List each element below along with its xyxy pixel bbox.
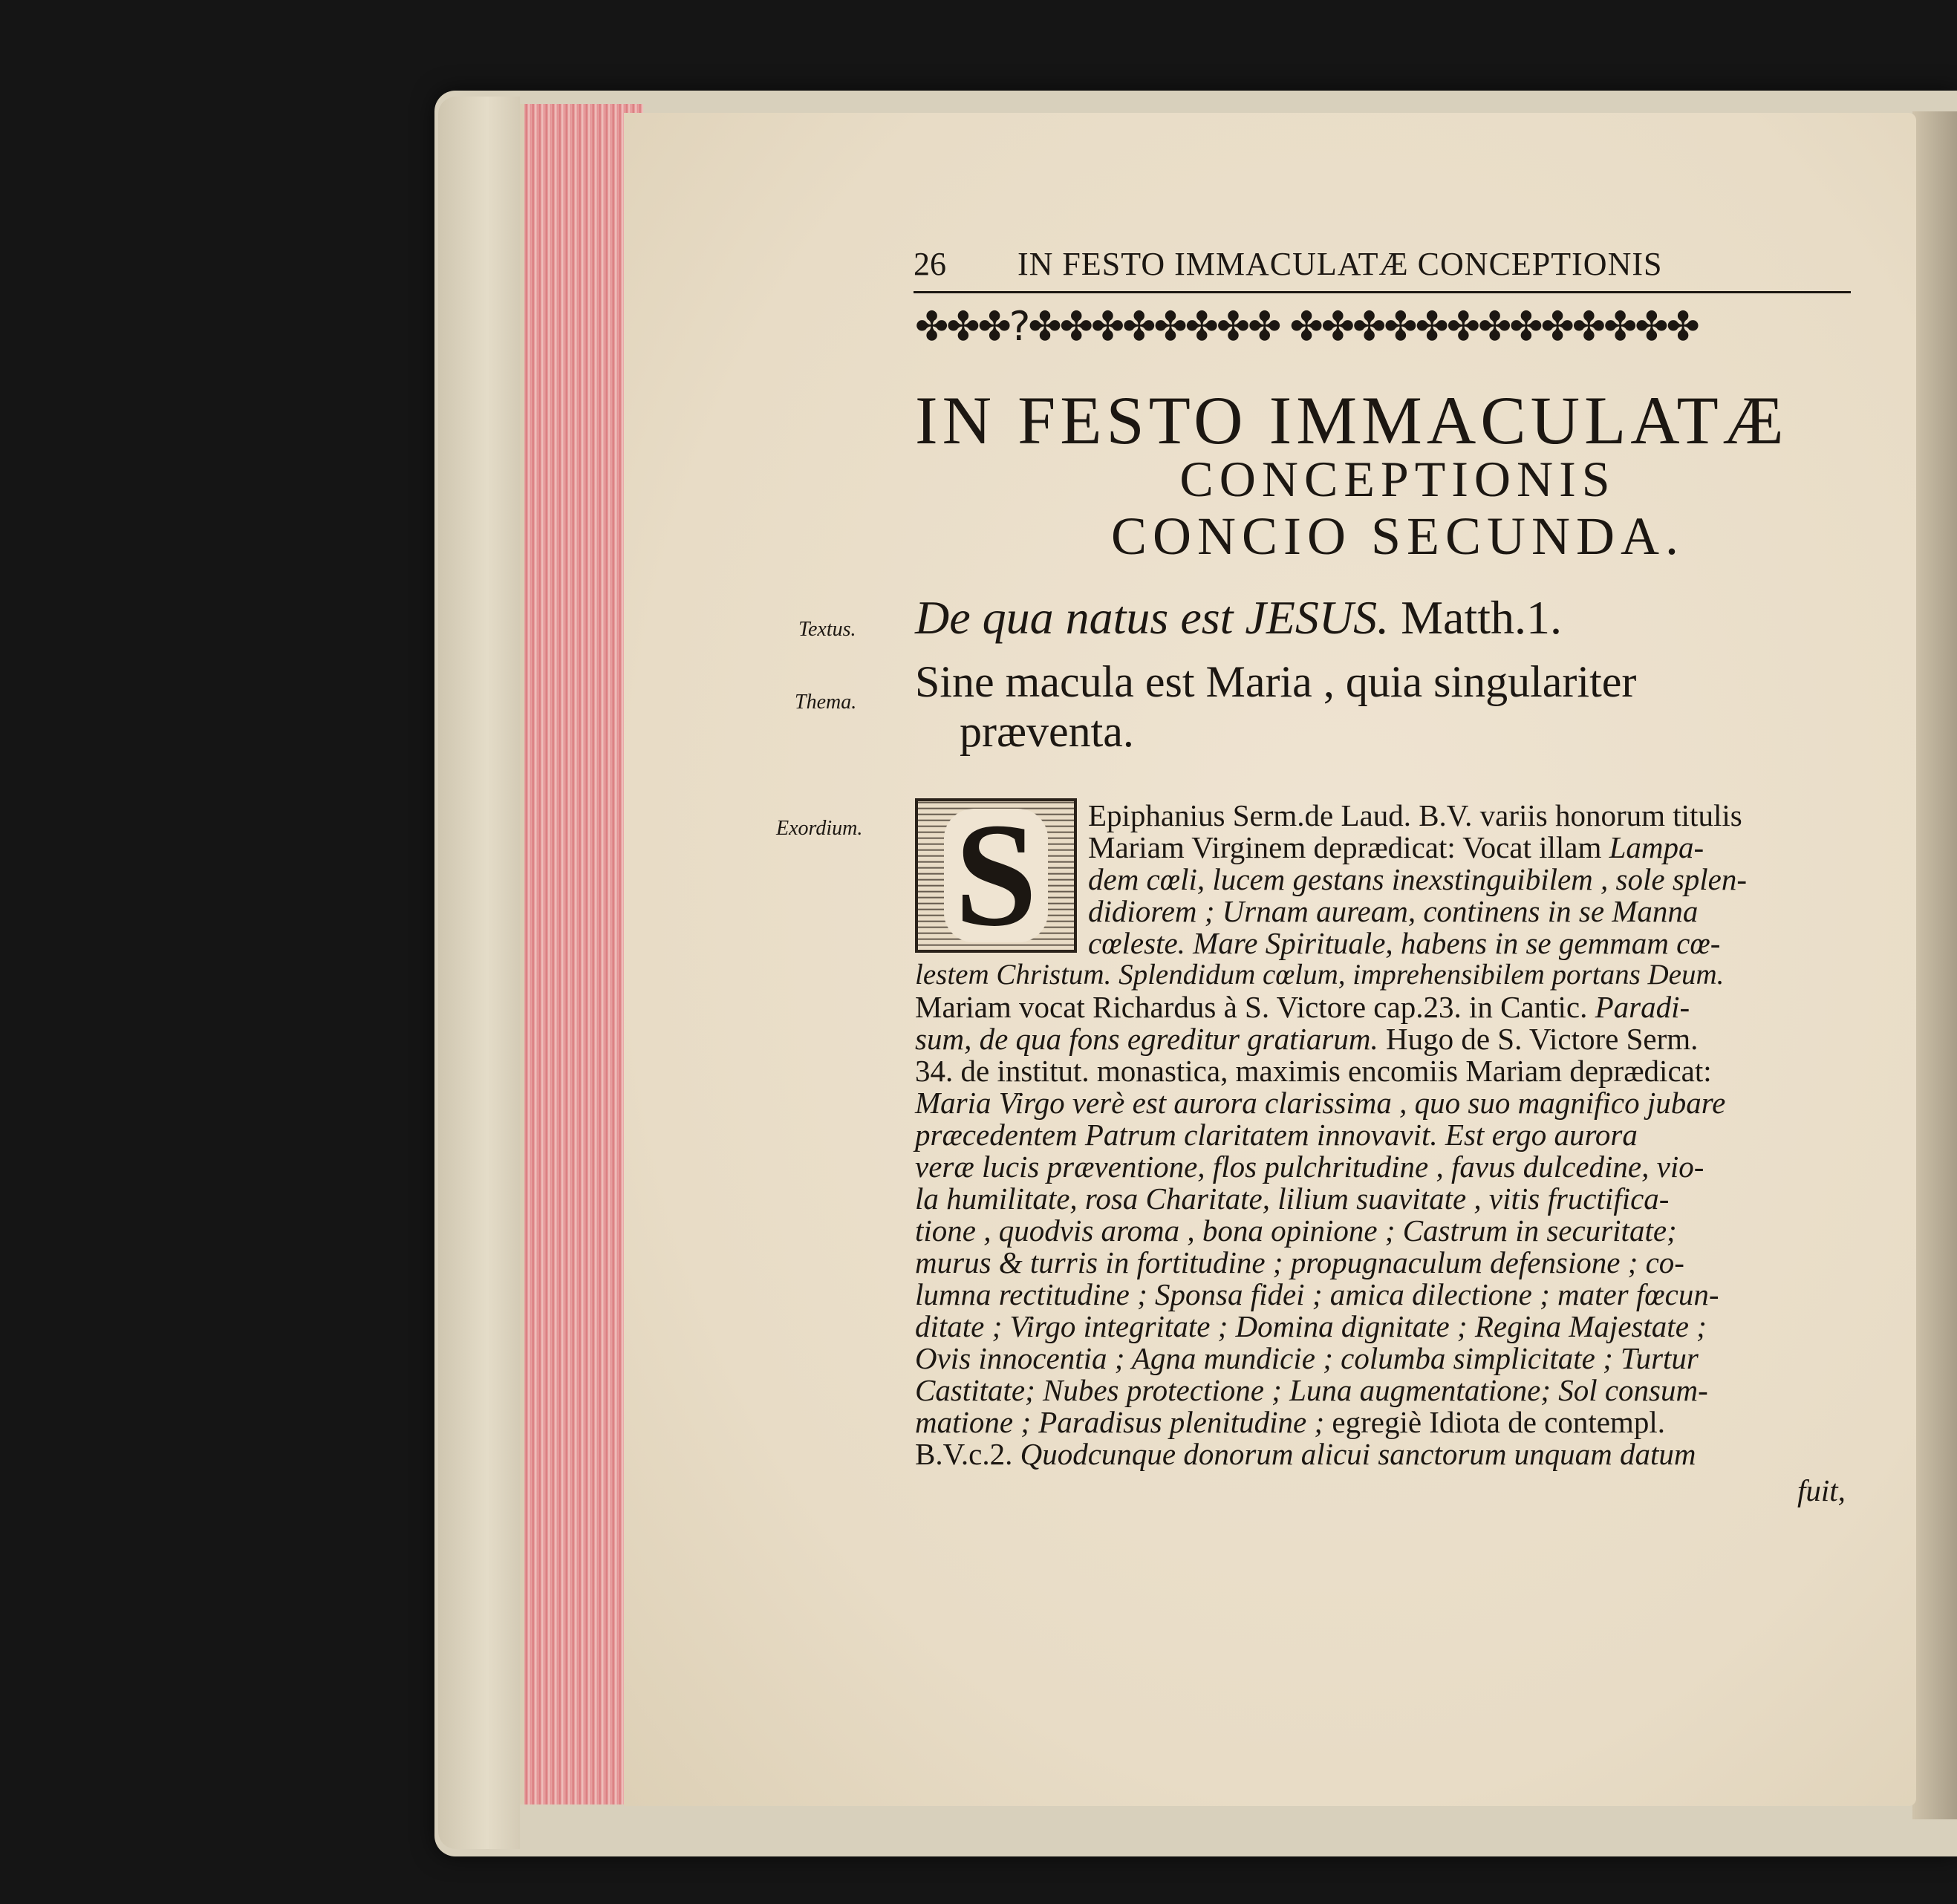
body-line: Ovis innocentia ; Agna mundicie ; columba simplicitate ; Turtur bbox=[915, 1341, 1699, 1375]
textus-reference: Matth.1. bbox=[1389, 591, 1562, 644]
body-line: veræ lucis præventione, flos pulchritudine , favus dulcedine, vio- bbox=[915, 1150, 1704, 1184]
body-line: tione , quodvis aroma , bona opinione ; Castrum in securitate; bbox=[915, 1213, 1677, 1248]
body-text: Mariam vocat Richardus à S. Victore cap.23. in Cantic. bbox=[915, 990, 1595, 1024]
body-text: egregiè Idiota de contempl. bbox=[1324, 1405, 1665, 1439]
initial-letter: S bbox=[944, 809, 1047, 942]
vellum-cover-edge bbox=[438, 97, 520, 1849]
body-line: didiorem ; Urnam auream, continens in se Manna bbox=[1088, 894, 1699, 928]
body-line: Maria Virgo verè est aurora clarissima , quo suo magnifico jubare bbox=[915, 1086, 1726, 1120]
body-line: Castitate; Nubes protectione ; Luna augmentatione; Sol consum- bbox=[915, 1373, 1708, 1407]
page-header bbox=[914, 245, 1849, 290]
body-line bbox=[915, 1024, 1698, 1054]
body-text-italic: Quodcunque donorum alicui sanctorum unquam datum bbox=[1020, 1437, 1696, 1471]
catchword: fuit, bbox=[1797, 1473, 1846, 1507]
body-text: Hugo de S. Victore Serm. bbox=[1378, 1022, 1699, 1056]
body-line bbox=[1088, 832, 1704, 863]
body-line: Epiphanius Serm.de Laud. B.V. variis honorum titulis bbox=[1088, 798, 1742, 832]
margin-note-thema: Thema. bbox=[795, 691, 857, 714]
header-rule bbox=[914, 291, 1851, 293]
gutter-shadow bbox=[1912, 111, 1957, 1819]
thema-line-1: Sine macula est Maria , quia singulariter bbox=[915, 657, 1637, 706]
body-line: dem cœli, lucem gestans inexstinguibilem , sole splen- bbox=[1088, 862, 1748, 896]
sermon-subtitle: CONCEPTIONIS bbox=[1179, 451, 1616, 507]
margin-note-textus: Textus. bbox=[798, 618, 856, 641]
body-text-italic: Lampa- bbox=[1609, 830, 1704, 864]
body-line bbox=[915, 992, 1690, 1023]
thema-block bbox=[915, 657, 1881, 757]
body-line: la humilitate, rosa Charitate, lilium suavitate , vitis fructifica- bbox=[915, 1181, 1670, 1216]
body-text-italic: matione ; Paradisus plenitudine ; bbox=[915, 1405, 1325, 1439]
running-head: IN FESTO IMMACULATÆ CONCEPTIONIS bbox=[1017, 246, 1663, 282]
body-text: Mariam Virginem deprædicat: Vocat illam bbox=[1088, 830, 1609, 864]
thema-line-2: præventa. bbox=[960, 707, 1134, 757]
body-line bbox=[915, 1439, 1696, 1470]
textus-quote: De qua natus est JESUS. bbox=[915, 591, 1390, 644]
body-text-italic: sum, de qua fons egreditur gratiarum. bbox=[915, 1022, 1378, 1056]
margin-note-exordium: Exordium. bbox=[776, 817, 863, 840]
sermon-title: IN FESTO IMMACULATÆ bbox=[915, 382, 1788, 458]
body-text-italic: Paradi- bbox=[1595, 990, 1690, 1024]
ornament-band: ✤✤✤?✤✤✤✤✤✤✤✤ ✤✤✤✤✤✤✤✤✤✤✤✤✤ bbox=[915, 303, 1698, 350]
body-line: lestem Christum. Splendidum cœlum, imprehensibilem portans Deum. bbox=[915, 959, 1725, 991]
body-line: præcedentem Patrum claritatem innovavit. Est ergo aurora bbox=[915, 1118, 1638, 1152]
body-line: lumna rectitudine ; Sponsa fidei ; amica dilectione ; mater fœcun- bbox=[915, 1277, 1719, 1311]
body-line: cœleste. Mare Spirituale, habens in se gemmam cœ- bbox=[1088, 926, 1721, 960]
body-line: murus & turris in fortitudine ; propugnaculum defensione ; co- bbox=[915, 1245, 1684, 1279]
page-number: 26 bbox=[914, 246, 946, 282]
body-line: 34. de institut. monastica, maximis encomiis Mariam deprædicat: bbox=[915, 1054, 1712, 1088]
body-line: ditate ; Virgo integritate ; Domina dignitate ; Regina Majestate ; bbox=[915, 1309, 1707, 1343]
decorated-initial bbox=[915, 793, 1077, 957]
body-text: B.V.c.2. bbox=[915, 1437, 1020, 1471]
body-line bbox=[915, 1407, 1665, 1438]
sermon-number: CONCIO SECUNDA. bbox=[1110, 506, 1685, 566]
textus-line bbox=[915, 590, 1562, 645]
